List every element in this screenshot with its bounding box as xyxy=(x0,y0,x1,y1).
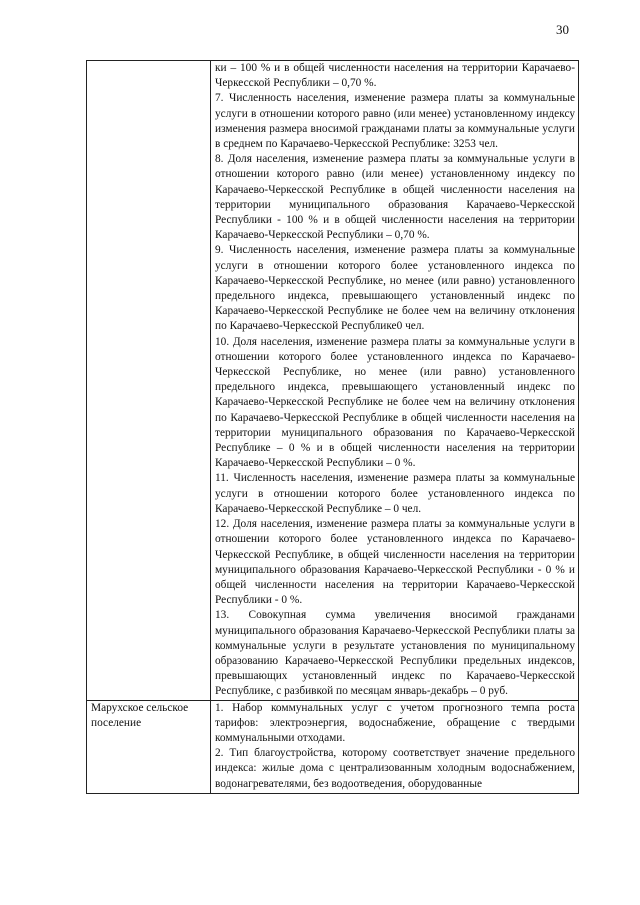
paragraph: 11. Численность населения, изменение размера платы за коммунальные услуги в отношении которого более установленного индекса по Карачаево-Черкесской Республике – 0 чел. xyxy=(215,472,575,515)
indicators-cell xyxy=(211,61,579,701)
paragraph: 10. Доля населения, изменение размера платы за коммунальные услуги в отношении которого более установленного индекса по Карачаево-Черкесской Республике, но менее (или равно) установленного предельного индекса, превышающего установленный индекс по Карачаево-Черкесской Республике не более чем на величину отклонения по Карачаево-Черкесской Республике в общей численности населения на территории муниципального образования по Карачаево-Черкесской Республике – 0 % и в общей численности населения на территории Карачаево-Черкесской Республики – 0 %. xyxy=(215,335,575,470)
cell-content-continues xyxy=(215,701,575,793)
paragraph: 8. Доля населения, изменение размера платы за коммунальные услуги в отношении которого равно (или менее) установленному индексу по Карачаево-Черкесской Республике в общей численности населения на территории муниципального образования Карачаево-Черкесской Республики - 100 % и в общей численности населения на территории Карачаево-Черкесской Республики – 0,70 %. xyxy=(215,153,575,242)
paragraph: 9. Численность населения, изменение размера платы за коммунальные услуги в отношении которого более установленного индекса по Карачаево-Черкесской Республике, но менее (или равно) установленного предельного индекса, превышающего установленный индекс по Карачаево-Черкесской Республике не более чем на величину отклонения по Карачаево-Черкесской Республике0 чел. xyxy=(215,244,575,333)
paragraph: 1. Набор коммунальных услуг с учетом прогнозного темпа роста тарифов: электроэнергия, водоснабжение, обращение с твердыми коммунальными отходами. xyxy=(215,701,575,744)
paragraph: 7. Численность населения, изменение размера платы за коммунальные услуги в отношении которого равно (или менее) установленному индексу изменения размера вносимой гражданами платы за коммунальные услуги в среднем по Карачаево-Черкесской Республике: 3253 чел. xyxy=(215,92,575,151)
paragraph: 2. Тип благоустройства, которому соответствует значение предельного индекса: жилые дома с централизованным холодным водоснабжением, водонагревателями, без водоотведения, оборудованные xyxy=(215,747,575,790)
indices-table xyxy=(86,60,579,794)
table-row xyxy=(87,61,579,701)
table-row xyxy=(87,700,579,793)
paragraph: ки – 100 % и в общей численности населения на территории Карачаево-Черкесской Республики – 0,70 %. xyxy=(215,62,575,90)
page-number: 30 xyxy=(556,22,569,37)
municipality-name: Марухское сельское поселение xyxy=(91,701,189,729)
paragraph: 12. Доля населения, изменение размера платы за коммунальные услуги в отношении которого более установленного индекса по Карачаево-Черкесской Республике, в общей численности населения на территории муниципального образования Карачаево-Черкесской Республики - 0 % и общей численности населения на территории Карачаево-Черкесской Республики - 0 %. xyxy=(215,518,575,607)
municipality-cell xyxy=(87,700,211,793)
paragraph: 13. Совокупная сумма увеличения вносимой гражданами муниципального образования Карачаево-Черкесской Республики платы за коммунальные услуги в результате установления по муниципальному образованию Карачаево-Черкесской Республики предельных индексов, превышающих установленный индекс по Карачаево-Черкесской Республике, с разбивкой по месяцам январь-декабрь – 0 руб. xyxy=(215,609,575,698)
indicators-cell xyxy=(211,700,579,793)
municipality-cell xyxy=(87,61,211,701)
